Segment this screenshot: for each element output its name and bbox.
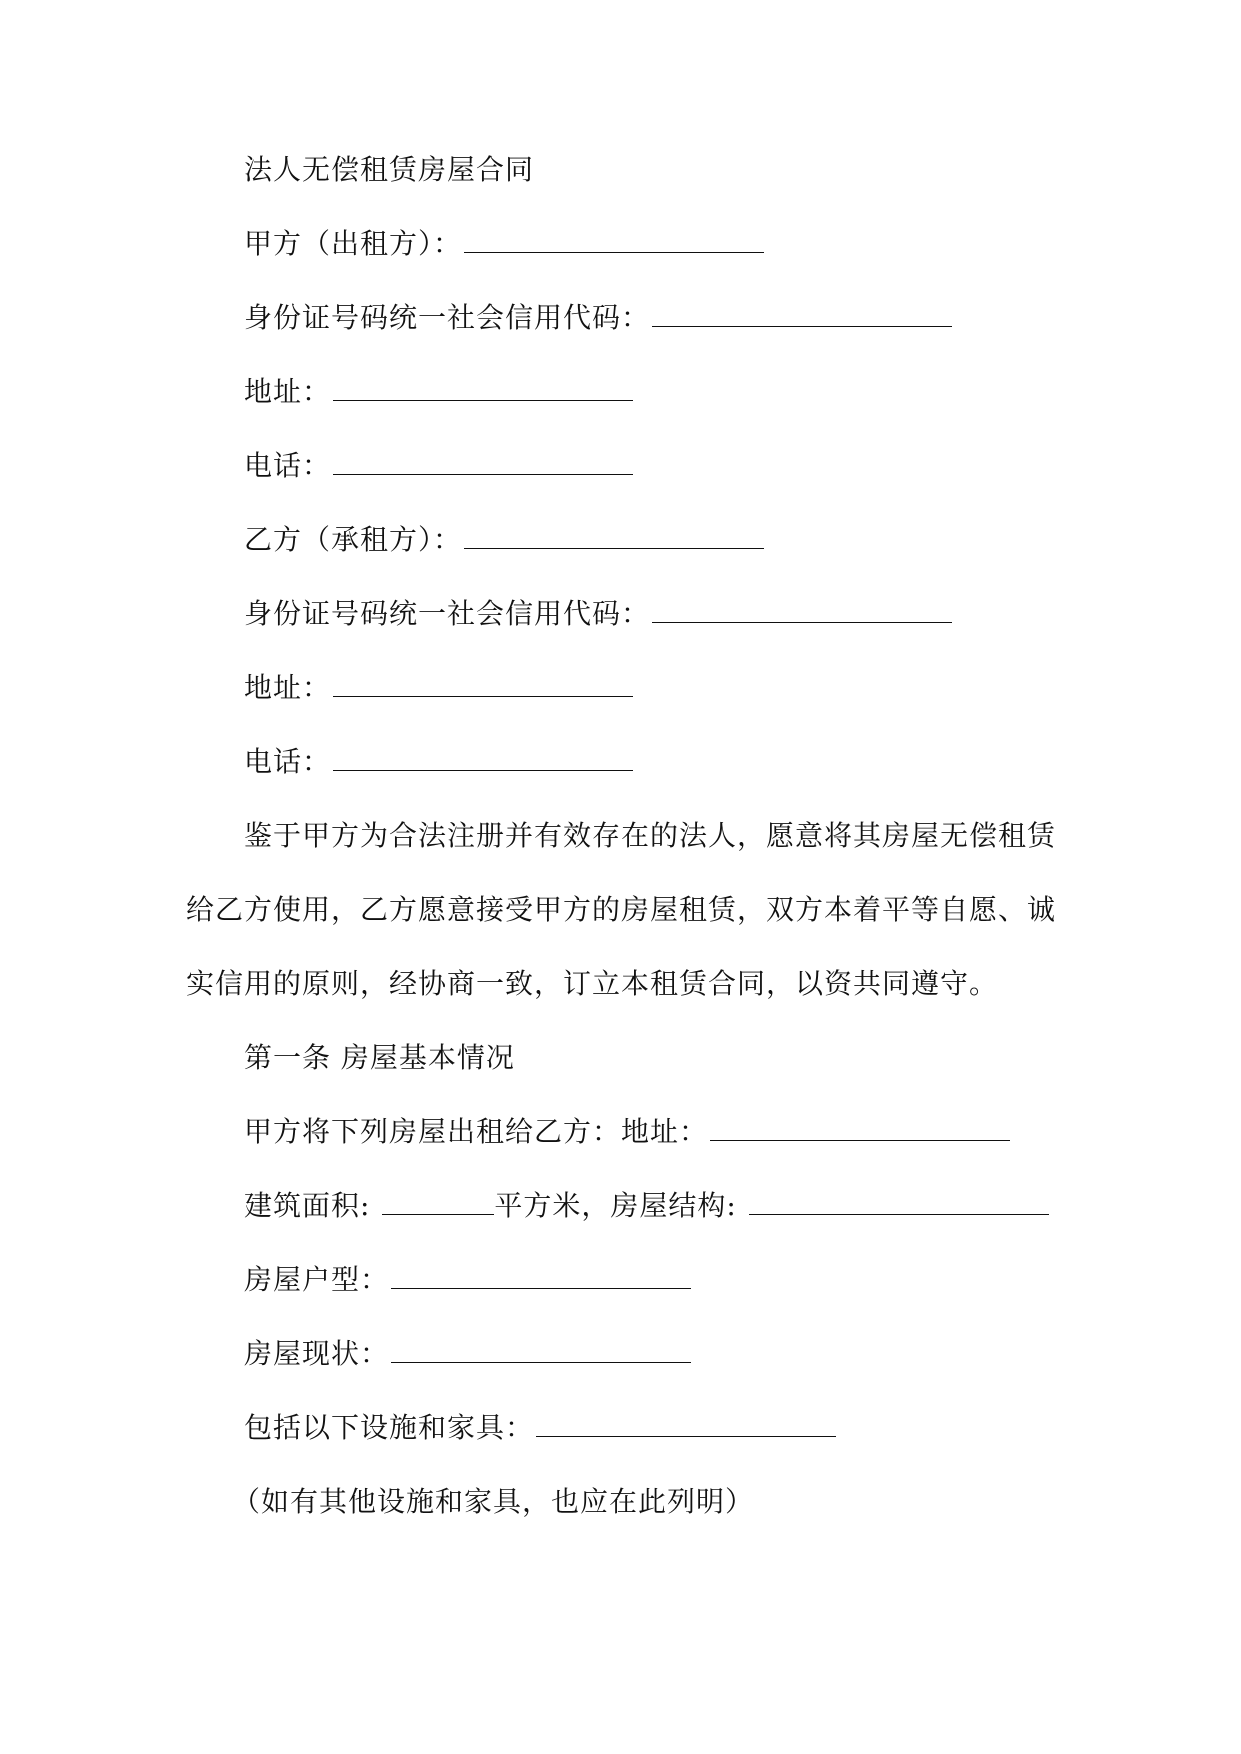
rent-address-label: 甲方将下列房屋出租给乙方：地址： (244, 1115, 709, 1148)
party-a-id-row (244, 298, 952, 338)
layout-blank (391, 1262, 691, 1289)
preamble-line-3: 实信用的原则，经协商一致，订立本租赁合同，以资共同遵守。 (186, 967, 999, 1000)
party-a-phone-row (244, 446, 633, 486)
party-b-label: 乙方（承租方）： (244, 523, 463, 556)
party-b-blank (464, 522, 764, 549)
party-a-id-label: 身份证号码统一社会信用代码： (244, 301, 651, 334)
party-b-phone-row (244, 742, 633, 782)
area-blank (382, 1188, 494, 1215)
party-b-address-label: 地址： (244, 671, 332, 704)
area-unit-structure-label: 平方米，房屋结构: (494, 1189, 747, 1222)
facilities-row (244, 1408, 836, 1448)
rent-address-row (244, 1112, 1010, 1152)
facilities-label: 包括以下设施和家具： (244, 1411, 535, 1444)
party-a-phone-blank (333, 448, 633, 475)
document-title: 法人无偿租赁房屋合同 (244, 153, 535, 186)
area-label: 建筑面积: (244, 1189, 381, 1222)
party-b-id-row (244, 594, 952, 634)
preamble-line-1: 鉴于甲方为合法注册并有效存在的法人，愿意将其房屋无偿租赁 (244, 819, 1057, 852)
party-b-address-blank (333, 670, 633, 697)
party-a-address-row (244, 372, 633, 412)
structure-blank (749, 1188, 1049, 1215)
layout-row (244, 1260, 691, 1300)
party-a-id-blank (652, 300, 952, 327)
party-a-address-blank (333, 374, 633, 401)
preamble-line-2: 给乙方使用，乙方愿意接受甲方的房屋租赁，双方本着平等自愿、诚 (186, 893, 1057, 926)
party-a-label: 甲方（出租方）： (244, 227, 463, 260)
layout-label: 房屋户型： (244, 1263, 390, 1296)
rent-address-blank (710, 1114, 1010, 1141)
status-row (244, 1334, 691, 1374)
article-1-heading: 第一条 房屋基本情况 (244, 1041, 515, 1074)
party-b-phone-label: 电话： (244, 745, 332, 778)
facilities-note: （如有其他设施和家具，也应在此列明） (232, 1485, 755, 1518)
party-a-phone-label: 电话： (244, 449, 332, 482)
area-row (244, 1186, 1049, 1226)
party-a-address-label: 地址： (244, 375, 332, 408)
status-label: 房屋现状： (244, 1337, 390, 1370)
party-a-blank (464, 226, 764, 253)
party-b-phone-blank (333, 744, 633, 771)
party-b-address-row (244, 668, 633, 708)
party-b-row (244, 520, 764, 560)
party-b-id-label: 身份证号码统一社会信用代码： (244, 597, 651, 630)
facilities-blank (536, 1410, 836, 1437)
party-b-id-blank (652, 596, 952, 623)
status-blank (391, 1336, 691, 1363)
party-a-row (244, 224, 764, 264)
